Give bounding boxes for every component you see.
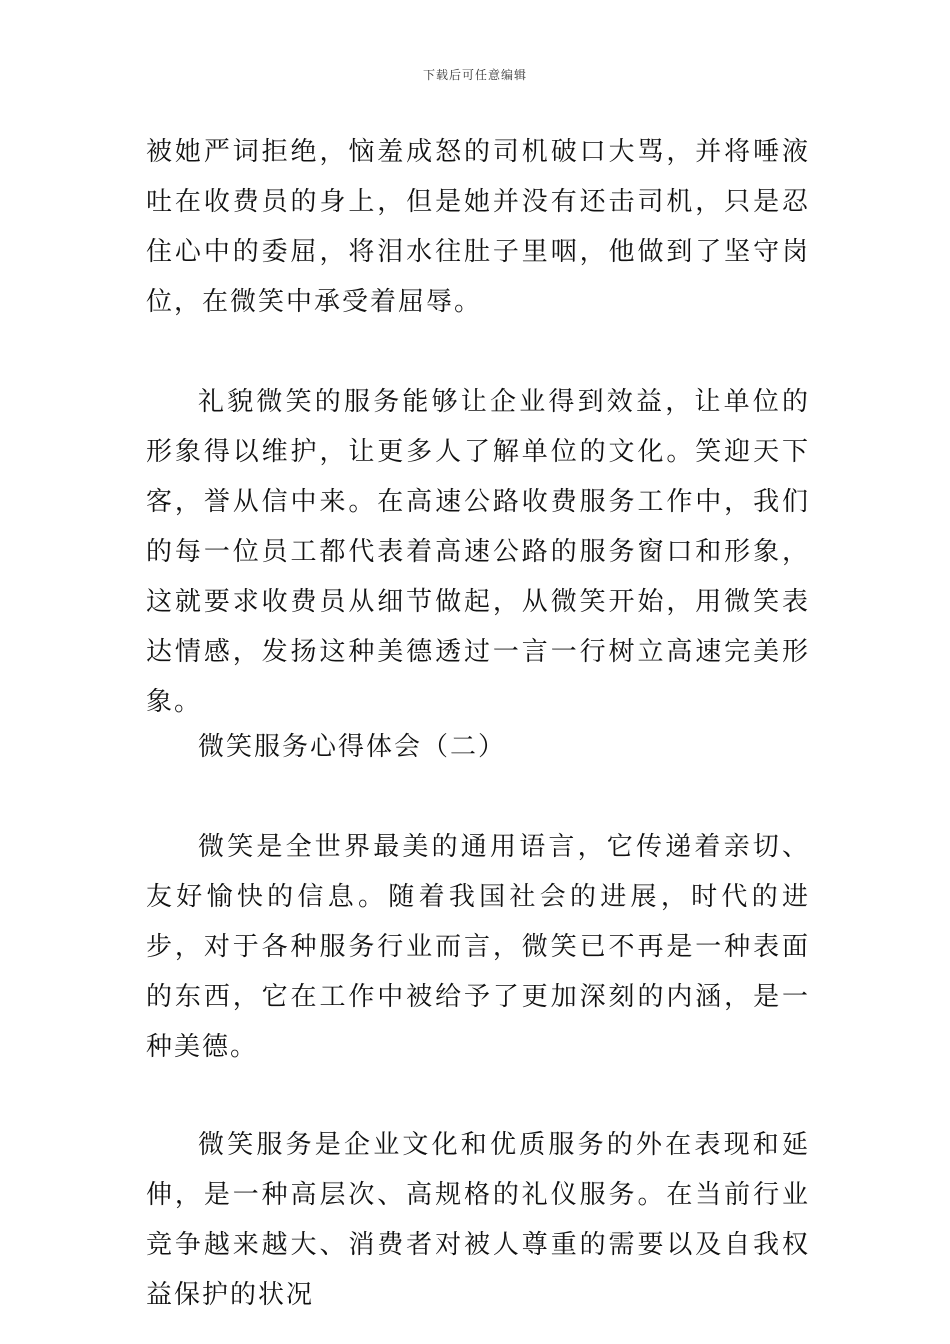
paragraph-smile-universal-language: 微笑是全世界最美的通用语言，它传递着亲切、友好愉快的信息。随着我国社会的进展，时代的进步，对于各种服务行业而言，微笑已不再是一种表面的东西，它在工作中被给予了更加深刻的内涵，是一种美德。 [146,832,810,1062]
paragraph-continuation: 被她严词拒绝，恼羞成怒的司机破口大骂，并将唾液吐在收费员的身上，但是她并没有还击司机，只是忍住心中的委屈，将泪水往肚子里咽，他做到了坚守岗位，在微笑中承受着屈辱。 [146,137,810,317]
section-heading: 微笑服务心得体会（二） [198,732,507,762]
paragraph-smile-service-culture: 微笑服务是企业文化和优质服务的外在表现和延伸，是一种高层次、高规格的礼仪服务。在当前行业竞争越来越大、消费者对被人尊重的需要以及自我权益保护的状况 [146,1130,810,1310]
paragraph-smile-service-benefits: 礼貌微笑的服务能够让企业得到效益，让单位的形象得以维护，让更多人了解单位的文化。笑迎天下客，誉从信中来。在高速公路收费服务工作中，我们的每一位员工都代表着高速公路的服务窗口和形象，这就要求收费员从细节做起，从微笑开始，用微笑表达情感，发扬这种美德透过一言一行树立高速完美形象。 [146,387,810,717]
header-note: 下载后可任意编辑 [422,68,527,82]
